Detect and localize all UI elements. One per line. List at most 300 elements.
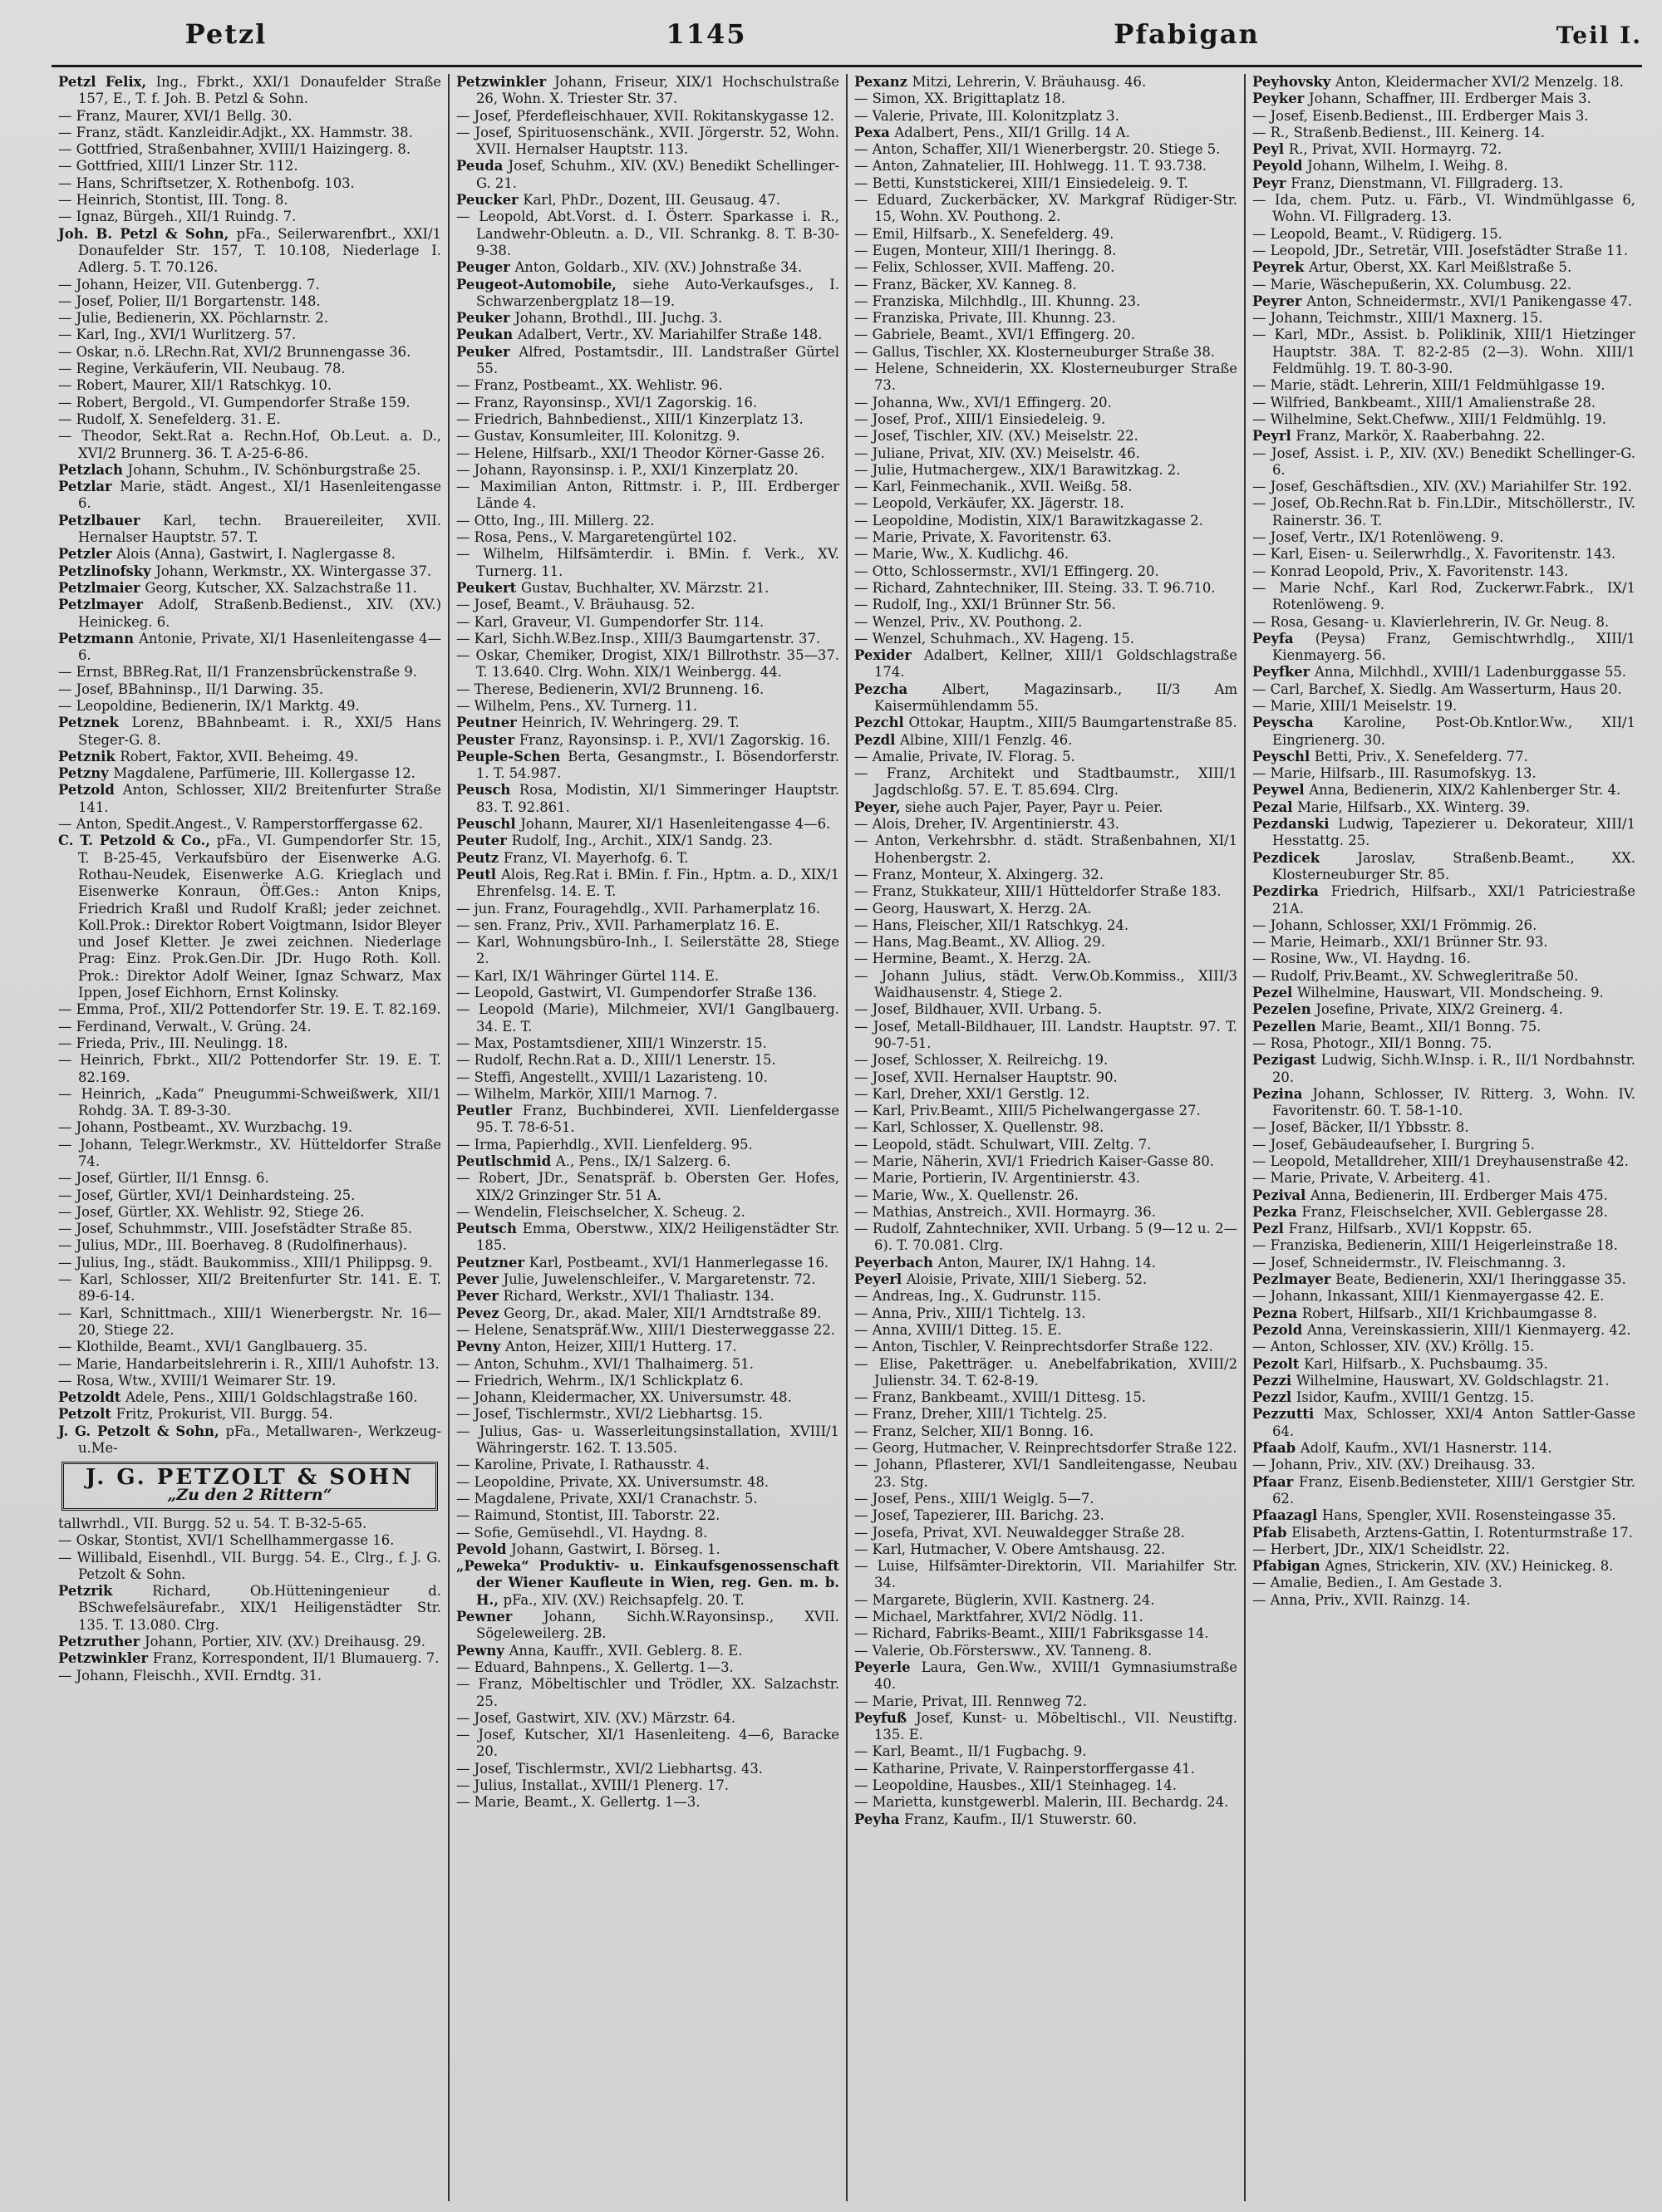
directory-entry (58, 158, 441, 175)
directory-entry (854, 816, 1237, 833)
entry-details: — Richard, Zahntechniker, III. Steing. 33. T. 96.710. (854, 579, 1216, 596)
directory-entry (1252, 226, 1635, 243)
entry-details: — Friedrich, Bahnbedienst., XIII/1 Kinzerplatz 13. (456, 410, 804, 427)
directory-entry (456, 74, 839, 108)
entry-details: — Otto, Schlossermstr., XVI/1 Effingerg. 20. (854, 563, 1159, 579)
entry-details: Franz, Korrespondent, II/1 Blumauerg. 7. (152, 1650, 440, 1667)
entry-surname: Pezdl (854, 731, 901, 748)
directory-entry (854, 1777, 1237, 1794)
directory-entry (456, 1322, 839, 1339)
directory-entry (456, 614, 839, 631)
entry-details: — Marie, Portierin, IV. Argentinierstr. 43. (854, 1170, 1140, 1187)
directory-entry (1252, 1339, 1635, 1355)
entry-surname: Peutner (456, 715, 522, 731)
directory-entry (854, 1761, 1237, 1777)
entry-details: Aloisie, Private, XIII/1 Sieberg. 52. (906, 1271, 1148, 1288)
directory-entry (1252, 293, 1635, 310)
entry-details: — Rudolf, Priv.Beamt., XV. Schwegleritraße 50. (1252, 967, 1579, 984)
directory-entry (1252, 681, 1635, 698)
column-4 (1246, 74, 1642, 2201)
entry-details: — Regine, Verkäuferin, VII. Neubaug. 78. (58, 361, 346, 377)
directory-entry (854, 1103, 1237, 1119)
directory-entry (1252, 1389, 1635, 1406)
directory-entry (456, 462, 839, 479)
entry-surname: Peugeot-Automobile, (456, 276, 633, 292)
directory-entry (854, 226, 1237, 243)
entry-details: — Richard, Fabriks-Beamt., XIII/1 Fabriksgasse 14. (854, 1625, 1209, 1642)
entry-details: pFa., VI. Gumpendorfer Str. 15, T. B-25-45, Verkaufsbüro der Eisenwerke A.G. Rothau-Neudek, Eisenwerke A.G. Krieglach und Eisenwerke Konraun, Öff.Ges.: Anton Knips, Friedrich Kraßl und Rudolf Kraßl; jeder zeichnet. Koll.Prok.: Direktor Robert Voigtmann, Isidor Bleyer und Josef Kletter. Je zwei zeichnen. Niederlage Prag: Einz. Prok.Gen.Dir. JDr. Hugo Roth. Koll. Prok.: Direktor Adolf Weiner, Ignaz Schwarz, Max Ippen, Josef Eichhorn, Ernst Kolinsky. (78, 833, 442, 1001)
directory-entry (58, 411, 441, 428)
entry-details: — Karl, Dreher, XXI/1 Gerstlg. 12. (854, 1085, 1090, 1102)
directory-entry (1252, 1373, 1635, 1389)
entry-details: — Hermine, Beamt., X. Herzg. 2A. (854, 951, 1092, 967)
directory-entry (1252, 1592, 1635, 1609)
directory-entry (456, 479, 839, 513)
entry-details: — Josefa, Privat, XVI. Neuwaldegger Straße 28. (854, 1524, 1185, 1541)
entry-details: Alois (Anna), Gastwirt, I. Naglergasse 8. (116, 546, 396, 563)
entry-details: — Marie Nchf., Karl Rod, Zuckerwr.Fabrk., IX/1 Rotenlöweng. 9. (1252, 579, 1635, 613)
directory-entry (58, 1532, 441, 1549)
directory-entry (1252, 91, 1635, 107)
directory-entry (854, 934, 1237, 951)
entry-details: — Helene, Schneiderin, XX. Klosterneuburger Straße 73. (854, 361, 1237, 394)
entry-surname: Petznik (58, 748, 120, 764)
directory-entry (456, 1406, 839, 1423)
entry-details: — Wilhelm, Pens., XV. Turnerg. 11. (456, 697, 698, 714)
entry-details: Adolf, Straßenb.Bedienst., XIV. (XV.) Heinickeg. 6. (78, 597, 441, 630)
entry-details: (Peysa) Franz, Gemischtwrhdlg., XIII/1 Kienmayerg. 56. (1272, 630, 1635, 664)
entry-details: — Simon, XX. Brigittaplatz 18. (854, 91, 1066, 107)
entry-details: — Ida, chem. Putz. u. Färb., VI. Windmühlgasse 6, Wohn. VI. Fillgraderg. 13. (1252, 192, 1635, 225)
entry-surname: Petzny (58, 765, 114, 782)
entry-details: — Eduard, Zuckerbäcker, XV. Markgraf Rüdiger-Str. 15, Wohn. XV. Pouthong. 2. (854, 192, 1237, 225)
entry-surname: Peusch (456, 782, 519, 799)
entry-details: — Heinrich, Stontist, III. Tong. 8. (58, 192, 288, 209)
entry-details: — Rosine, Ww., VI. Haydng. 16. (1252, 951, 1471, 967)
directory-entry (1252, 749, 1635, 765)
entry-details: Elisabeth, Arztens-Gattin, I. Rotenturmstraße 17. (1291, 1524, 1633, 1541)
entry-surname: Petzwinkler (58, 1650, 153, 1667)
entry-details: — Georg, Hutmacher, V. Reinprechtsdorfer Straße 122. (854, 1440, 1237, 1457)
directory-entry (58, 513, 441, 547)
entry-details: — Gottfried, XIII/1 Linzer Str. 112. (58, 158, 298, 175)
entry-details: Johann, Werkmstr., XX. Wintergasse 37. (155, 563, 432, 579)
entry-surname: Peuda (456, 158, 509, 175)
directory-entry (854, 1507, 1237, 1524)
entry-details: Emma, Oberstww., XIX/2 Heiligenstädter Str. 185. (476, 1221, 839, 1254)
entry-details: — Frieda, Priv., III. Neulingg. 18. (58, 1035, 288, 1051)
entry-details: — Michael, Marktfahrer, XVI/2 Nödlg. 11. (854, 1609, 1143, 1625)
entry-details: — Heinrich, „Kada“ Pneugummi-Schweißwerk, XII/1 Rohdg. 3A. T. 89-3-30. (58, 1085, 441, 1119)
entry-details: — Marie, Private, V. Arbeiterg. 41. (1252, 1170, 1491, 1187)
entry-details: — Karl, Sichh.W.Bez.Insp., XIII/3 Baumgartenstr. 37. (456, 630, 821, 646)
directory-entry (58, 361, 441, 377)
entry-details: — Margarete, Büglerin, XVII. Kastnerg. 24. (854, 1591, 1155, 1608)
directory-entry (854, 1153, 1237, 1170)
directory-entry (58, 226, 441, 277)
directory-entry (456, 1170, 839, 1204)
entry-details: Johann, Schuhm., IV. Schönburgstraße 25. (127, 461, 421, 478)
entry-details: — Herbert, JDr., XIX/1 Scheidlstr. 22. (1252, 1541, 1510, 1557)
entry-details: pFa., XIV. (XV.) Reichsapfelg. 20. T. (503, 1591, 745, 1608)
advertisement-box (61, 1462, 438, 1511)
entry-surname: Peyrer (1252, 292, 1307, 309)
entry-details: — Anton, Tischler, V. Reinprechtsdorfer Straße 122. (854, 1339, 1213, 1355)
entry-details: Karl, PhDr., Dozent, III. Geusaug. 47. (523, 192, 781, 209)
directory-entry (854, 1710, 1237, 1744)
directory-entry (456, 1069, 839, 1086)
directory-entry (854, 1305, 1237, 1322)
entry-surname: Pevold (456, 1541, 512, 1557)
directory-entry (1252, 310, 1635, 327)
entry-details: Agnes, Strickerin, XIV. (XV.) Heinickeg. 8. (1325, 1558, 1614, 1575)
entry-details: Johann, Schlosser, IV. Ritterg. 3, Wohn. IV. Favoritenstr. 60. T. 58-1-10. (1272, 1085, 1635, 1119)
directory-entry (1252, 1575, 1635, 1591)
directory-entry (456, 1221, 839, 1255)
directory-entry (1252, 631, 1635, 665)
entry-details: — Emma, Prof., XII/2 Pottendorfer Str. 19. E. T. 82.169. (58, 1001, 441, 1018)
directory-entry (854, 74, 1237, 91)
entry-details: Wilhelmine, Hauswart, VII. Mondscheing. 9. (1296, 985, 1604, 1001)
directory-entry (854, 411, 1237, 428)
directory-entry (854, 479, 1237, 495)
directory-entry (854, 1457, 1237, 1491)
directory-entry (854, 1288, 1237, 1305)
directory-entry (456, 715, 839, 731)
directory-entry (854, 1592, 1237, 1609)
entry-details: — Eduard, Bahnpens., X. Gellertg. 1—3. (456, 1659, 734, 1675)
directory-entry (854, 125, 1237, 141)
directory-entry (456, 631, 839, 647)
entry-surname: Peyerbach (854, 1254, 938, 1271)
directory-entry (456, 580, 839, 597)
entry-surname: Peukert (456, 579, 521, 596)
header-rule (52, 65, 1642, 67)
entry-surname: Petzold (58, 782, 123, 799)
entry-surname: Peyscha (1252, 715, 1344, 731)
entry-details: — Rudolf, Zahntechniker, XVII. Urbang. 5 (9—12 u. 2—6). T. 70.081. Clrg. (854, 1221, 1237, 1254)
entry-details: — jun. Franz, Fouragehdlg., XVII. Parhamerplatz 16. (456, 900, 821, 917)
directory-entry (1252, 1406, 1635, 1440)
entry-details: tallwrhdl., VII. Burgg. 52 u. 54. T. B-32-5-65. (58, 1515, 367, 1531)
entry-surname: Pever (456, 1288, 504, 1305)
directory-entry (58, 293, 441, 310)
entry-details: Anton, Heizer, XIII/1 Hutterg. 17. (504, 1339, 737, 1355)
directory-entry (854, 1525, 1237, 1541)
entry-details: — Marie, städt. Lehrerin, XIII/1 Feldmühlgasse 19. (1252, 377, 1605, 394)
entry-details: — Johann, Teichmstr., XIII/1 Maxnerg. 15. (1252, 310, 1543, 327)
entry-details: — Karoline, Private, I. Rathausstr. 4. (456, 1457, 710, 1473)
entry-details: — Ignaz, Bürgeh., XII/1 Ruindg. 7. (58, 209, 297, 225)
directory-entry (854, 968, 1237, 1002)
entry-details: — Johann, Heizer, VII. Gutenbergg. 7. (58, 276, 320, 292)
entry-details: — Leopold, Gastwirt, VI. Gumpendorfer Straße 136. (456, 985, 817, 1001)
entry-details: — Wenzel, Schuhmach., XV. Hageng. 15. (854, 630, 1134, 646)
entry-details: — Steffi, Angestellt., XVIII/1 Lazaristeng. 10. (456, 1069, 768, 1085)
directory-entry (58, 344, 441, 361)
entry-details: — Johanna, Ww., XVI/1 Effingerg. 20. (854, 394, 1112, 410)
directory-entry (456, 1710, 839, 1727)
entry-surname: Peyfker (1252, 664, 1315, 681)
entry-details: — Klothilde, Beamt., XVI/1 Ganglbauerg. 35. (58, 1339, 368, 1355)
entry-details: — Marie, XIII/1 Meiselstr. 19. (1252, 697, 1458, 714)
directory-entry (58, 1001, 441, 1018)
entry-details: Alfred, Postamtsdir., III. Landstraßer Gürtel 55. (476, 343, 839, 377)
entry-details: Robert, Faktor, XVII. Beheimg. 49. (120, 748, 359, 764)
directory-entry (854, 883, 1237, 900)
entry-surname: Peyha (854, 1811, 905, 1827)
directory-entry (854, 344, 1237, 361)
directory-entry (58, 1339, 441, 1355)
entry-details: — Wilhelm, Markör, XIII/1 Marnog. 7. (456, 1085, 718, 1102)
entry-details: — Gabriele, Beamt., XVI/1 Effingerg. 20. (854, 327, 1135, 343)
directory-entry (1252, 816, 1635, 850)
directory-entry (456, 327, 839, 343)
directory-entry (1252, 1019, 1635, 1035)
entry-details: Josefine, Private, XIX/2 Greinerg. 4. (1315, 1001, 1563, 1018)
directory-entry (854, 259, 1237, 276)
entry-details: — Josef, Eisenb.Bedienst., III. Erdberger Mais 3. (1252, 107, 1589, 124)
entry-details: Karl, Hilfsarb., X. Puchsbaumg. 35. (1304, 1355, 1548, 1372)
directory-entry (456, 1761, 839, 1777)
entry-details: — Oskar, Chemiker, Drogist, XIX/1 Billrothstr. 35—37. T. 13.640. Clrg. Wohn. XIX/1 Weinbergg. 44. (456, 647, 839, 681)
directory-entry (854, 1204, 1237, 1221)
entry-details: — Helene, Senatspräf.Ww., XIII/1 Diesterweggasse 22. (456, 1321, 835, 1338)
entry-surname: Pewny (456, 1642, 509, 1659)
entry-details: Richard, Werkstr., XVI/1 Thaliastr. 134. (503, 1288, 774, 1305)
directory-entry (1252, 1187, 1635, 1204)
entry-surname: Joh. B. Petzl & Sohn, (58, 225, 237, 242)
entry-details: — Johann, Fleischh., XVII. Erndtg. 31. (58, 1667, 322, 1684)
entry-details: — Leopold, Metalldreher, XIII/1 Dreyhausenstraße 42. (1252, 1153, 1629, 1169)
directory-entry (58, 782, 441, 816)
entry-details: — Karl, MDr., Assist. b. Poliklinik, XIII/1 Hietzinger Hauptstr. 38A. T. 82-2-85 (2—3). Wohn. XIII/1 Feldmühlg. 19. T. 80-3-90. (1252, 327, 1635, 377)
entry-details: Wilhelmine, Hauswart, XV. Goldschlagstr. 21. (1296, 1372, 1610, 1389)
directory-entry (854, 1625, 1237, 1642)
entry-details: — Rosa, Pens., V. Margaretengürtel 102. (456, 529, 737, 546)
entry-surname: Pezzl (1252, 1389, 1296, 1406)
entry-details: — Carl, Barchef, X. Siedlg. Am Wasserturm, Haus 20. (1252, 681, 1622, 697)
directory-entry (1252, 377, 1635, 394)
directory-entry (854, 1491, 1237, 1507)
directory-entry (58, 631, 441, 665)
directory-entry (854, 1794, 1237, 1811)
directory-entry (1252, 1086, 1635, 1120)
directory-entry (854, 1356, 1237, 1390)
directory-entry (456, 1727, 839, 1761)
directory-entry (854, 1423, 1237, 1440)
entry-details: Magdalene, Parfümerie, III. Kollergasse 12. (113, 765, 416, 782)
entry-details: Artur, Oberst, XX. Karl Meißlstraße 5. (1308, 259, 1572, 276)
directory-entry (58, 765, 441, 782)
entry-details: — Karl, Ing., XVI/1 Wurlitzerg. 57. (58, 327, 297, 343)
directory-entry (58, 597, 441, 631)
entry-details: — Rudolf, Rechn.Rat a. D., XIII/1 Lenerstr. 15. (456, 1052, 776, 1069)
directory-entry (58, 1516, 441, 1532)
directory-entry (456, 1423, 839, 1457)
directory-entry (456, 108, 839, 125)
volume-part: Teil I. (1556, 22, 1642, 49)
directory-entry (1252, 125, 1635, 141)
directory-entry (456, 395, 839, 411)
entry-details: Rosa, Modistin, XI/1 Simmeringer Hauptstr. 83. T. 92.861. (476, 782, 839, 815)
directory-entry (1252, 1322, 1635, 1339)
directory-entry (1252, 243, 1635, 259)
directory-entry (456, 513, 839, 529)
directory-entry (854, 799, 1237, 816)
entry-details: Isidor, Kaufm., XVIII/1 Gentzg. 15. (1296, 1389, 1535, 1406)
entry-details: — Johann, Schlosser, XXI/1 Frömmig. 26. (1252, 917, 1537, 933)
entry-details: — Marie, Handarbeitslehrerin i. R., XIII/1 Auhofstr. 13. (58, 1355, 440, 1372)
entry-details: — Josef, Tapezierer, III. Barichg. 23. (854, 1507, 1104, 1524)
directory-entry (58, 1221, 441, 1237)
column-1 (52, 74, 450, 2201)
entry-surname: Pezlmayer (1252, 1271, 1336, 1288)
directory-entry (456, 749, 839, 783)
directory-entry (1252, 1153, 1635, 1170)
directory-entry (854, 917, 1237, 934)
directory-entry (456, 310, 839, 327)
entry-surname: Pewner (456, 1609, 544, 1625)
directory-entry (854, 1693, 1237, 1710)
entry-details: — Franz, Rayonsinsp., XVI/1 Zagorskig. 16. (456, 394, 758, 410)
directory-entry (58, 1170, 441, 1187)
entry-surname: Pever (456, 1271, 504, 1288)
directory-entry (1252, 327, 1635, 377)
entry-surname: Pevez (456, 1305, 504, 1321)
entry-details: — Marie, Heimarb., XXI/1 Brünner Str. 93. (1252, 934, 1548, 951)
directory-entry (456, 1491, 839, 1507)
entry-details: — Anton, Schlosser, XIV. (XV.) Kröllg. 15. (1252, 1339, 1535, 1355)
directory-entry (1252, 108, 1635, 125)
entry-details: — Josef, Schlosser, X. Reilreichg. 19. (854, 1052, 1109, 1069)
entry-surname: Pezchl (854, 715, 909, 731)
entry-details: — Luise, Hilfsämter-Direktorin, VII. Mariahilfer Str. 34. (854, 1558, 1237, 1591)
entry-details: pFa., Metallwaren-, Werkzeug-u.Me- (78, 1423, 442, 1457)
entry-details: Franz, Kaufm., II/1 Stuwerstr. 60. (904, 1811, 1138, 1827)
entry-details: — Irma, Papierhdlg., XVII. Lienfelderg. 95. (456, 1136, 753, 1153)
directory-entry (456, 1541, 839, 1558)
entry-details: Ing., Fbrkt., XXI/1 Donaufelder Straße 157, E., T. f. Joh. B. Petzl & Sohn. (78, 74, 441, 107)
entry-surname: Petzrik (58, 1583, 153, 1600)
entry-surname: Peuker (456, 343, 519, 360)
entry-details: — Max, Postamtsdiener, XIII/1 Winzerstr. 15. (456, 1035, 767, 1051)
directory-entry (456, 1271, 839, 1288)
entry-details: — Katharine, Private, V. Rainperstorffergasse 41. (854, 1760, 1195, 1777)
directory-entry (58, 310, 441, 327)
directory-entry (854, 1001, 1237, 1018)
entry-surname: Peyschl (1252, 748, 1315, 764)
directory-entry (456, 867, 839, 901)
entry-surname: Peutler (456, 1103, 523, 1119)
entry-details: — Leopold, städt. Schulwart, VIII. Zeltg. 7. (854, 1136, 1152, 1153)
entry-details: — Franz, Maurer, XVI/1 Bellg. 30. (58, 107, 293, 124)
entry-details: — Julie, Bedienerin, XX. Pöchlarnstr. 2. (58, 310, 329, 327)
directory-entry (456, 344, 839, 378)
directory-entry (854, 1609, 1237, 1625)
entry-surname: Pexanz (854, 74, 912, 90)
directory-entry (854, 1255, 1237, 1271)
entry-details: — Hans, Fleischer, XII/1 Ratschkyg. 24. (854, 917, 1129, 933)
entry-details: Franz, Hilfsarb., XVI/1 Koppstr. 65. (1288, 1221, 1532, 1237)
entry-surname: Petznek (58, 715, 132, 731)
entry-details: — Marie, Private, X. Favoritenstr. 63. (854, 529, 1112, 546)
directory-entry (854, 327, 1237, 343)
entry-details: — Leopold, JDr., Setretär, VIII. Josefstädter Straße 11. (1252, 242, 1629, 258)
entry-details: — Franz, Stukkateur, XIII/1 Hütteldorfer Straße 183. (854, 883, 1222, 900)
entry-details: Johann, Sichh.W.Rayonsinsp., XVII. Sögeleweilerg. 2B. (476, 1609, 840, 1642)
entry-details: — Amalie, Private, IV. Florag. 5. (854, 748, 1075, 764)
entry-details: — Josef, Bildhauer, XVII. Urbang. 5. (854, 1001, 1103, 1018)
directory-entry (1252, 985, 1635, 1001)
entry-details: — Eugen, Monteur, XIII/1 Iheringg. 8. (854, 242, 1117, 258)
directory-entry (1252, 934, 1635, 951)
entry-details: — Marie, Ww., X. Quellenstr. 26. (854, 1187, 1079, 1203)
entry-surname: Pevny (456, 1339, 505, 1355)
directory-entry (854, 647, 1237, 681)
entry-details: — Rudolf, Ing., XXI/1 Brünner Str. 56. (854, 597, 1116, 613)
entry-details: — Robert, Bergold., VI. Gumpendorfer Straße 159. (58, 394, 411, 410)
directory-entry (456, 445, 839, 462)
entry-details: A., Pens., IX/1 Salzerg. 6. (555, 1153, 731, 1169)
directory-entry (58, 395, 441, 411)
entry-details: — R., Straßenb.Bedienst., III. Keinerg. 14. (1252, 124, 1545, 140)
directory-entry (58, 580, 441, 597)
entry-details: Anna, Bedienerin, III. Erdberger Mais 475. (1310, 1187, 1608, 1203)
directory-entry (1252, 141, 1635, 158)
directory-entry (1252, 495, 1635, 529)
entry-details: — Franz, Dreher, XIII/1 Tichtelg. 25. (854, 1406, 1108, 1423)
directory-entry (456, 985, 839, 1001)
entry-details: — Gustav, Konsumleiter, III. Kolonitzg. 9. (456, 428, 740, 445)
entry-surname: Pfabigan (1252, 1558, 1325, 1575)
entry-surname: Petzlar (58, 479, 120, 495)
directory-entry (1252, 765, 1635, 782)
entry-details: — Emil, Hilfsarb., X. Senefelderg. 49. (854, 225, 1114, 242)
directory-entry (854, 1643, 1237, 1659)
entry-details: — Therese, Bedienerin, XVI/2 Brunneng. 16. (456, 681, 765, 697)
page-header (52, 18, 1642, 60)
entry-details: — sen. Franz, Priv., XVII. Parhamerplatz 16. E. (456, 917, 779, 933)
directory-entry (456, 917, 839, 934)
directory-entry (854, 1221, 1237, 1255)
directory-entry (456, 209, 839, 259)
entry-details: — Leopold, Beamt., V. Rüdigerg. 15. (1252, 225, 1502, 242)
entry-surname: Peyerle (854, 1659, 922, 1675)
entry-details: — Josef, Assist. i. P., XIV. (XV.) Benedikt Schellinger-G. 6. (1252, 445, 1635, 478)
entry-surname: Pexa (854, 124, 895, 140)
entry-details: — Franz, Bankbeamt., XVIII/1 Dittesg. 15. (854, 1389, 1146, 1406)
directory-entry (58, 1583, 441, 1634)
entry-details: Anna, Milchhdl., XVIII/1 Ladenburggasse 55. (1315, 664, 1627, 681)
entry-details: Marie, Beamt., XII/1 Bonng. 75. (1320, 1018, 1542, 1035)
directory-entry (456, 1457, 839, 1473)
entry-details: — Andreas, Ing., X. Gudrunstr. 115. (854, 1288, 1101, 1305)
directory-entry (1252, 698, 1635, 715)
entry-details: — Robert, JDr., Senatspräf. b. Obersten Ger. Hofes, XIX/2 Grinzinger Str. 51 A. (456, 1170, 839, 1203)
directory-entry (456, 1052, 839, 1069)
directory-entry (854, 563, 1237, 580)
directory-entry (58, 1271, 441, 1305)
entry-details: — Theodor, Sekt.Rat a. Rechn.Hof, Ob.Leut. a. D., XVI/2 Brunnerg. 36. T. A-25-6-86. (58, 428, 441, 461)
directory-entry (1252, 1305, 1635, 1322)
directory-entry (456, 1035, 839, 1052)
directory-entry (58, 1204, 441, 1221)
directory-entry (58, 1255, 441, 1271)
entry-details: — Josef, Tischlermstr., XVI/2 Liebhartsg. 15. (456, 1406, 763, 1423)
directory-entry (1252, 445, 1635, 479)
directory-entry (854, 580, 1237, 597)
